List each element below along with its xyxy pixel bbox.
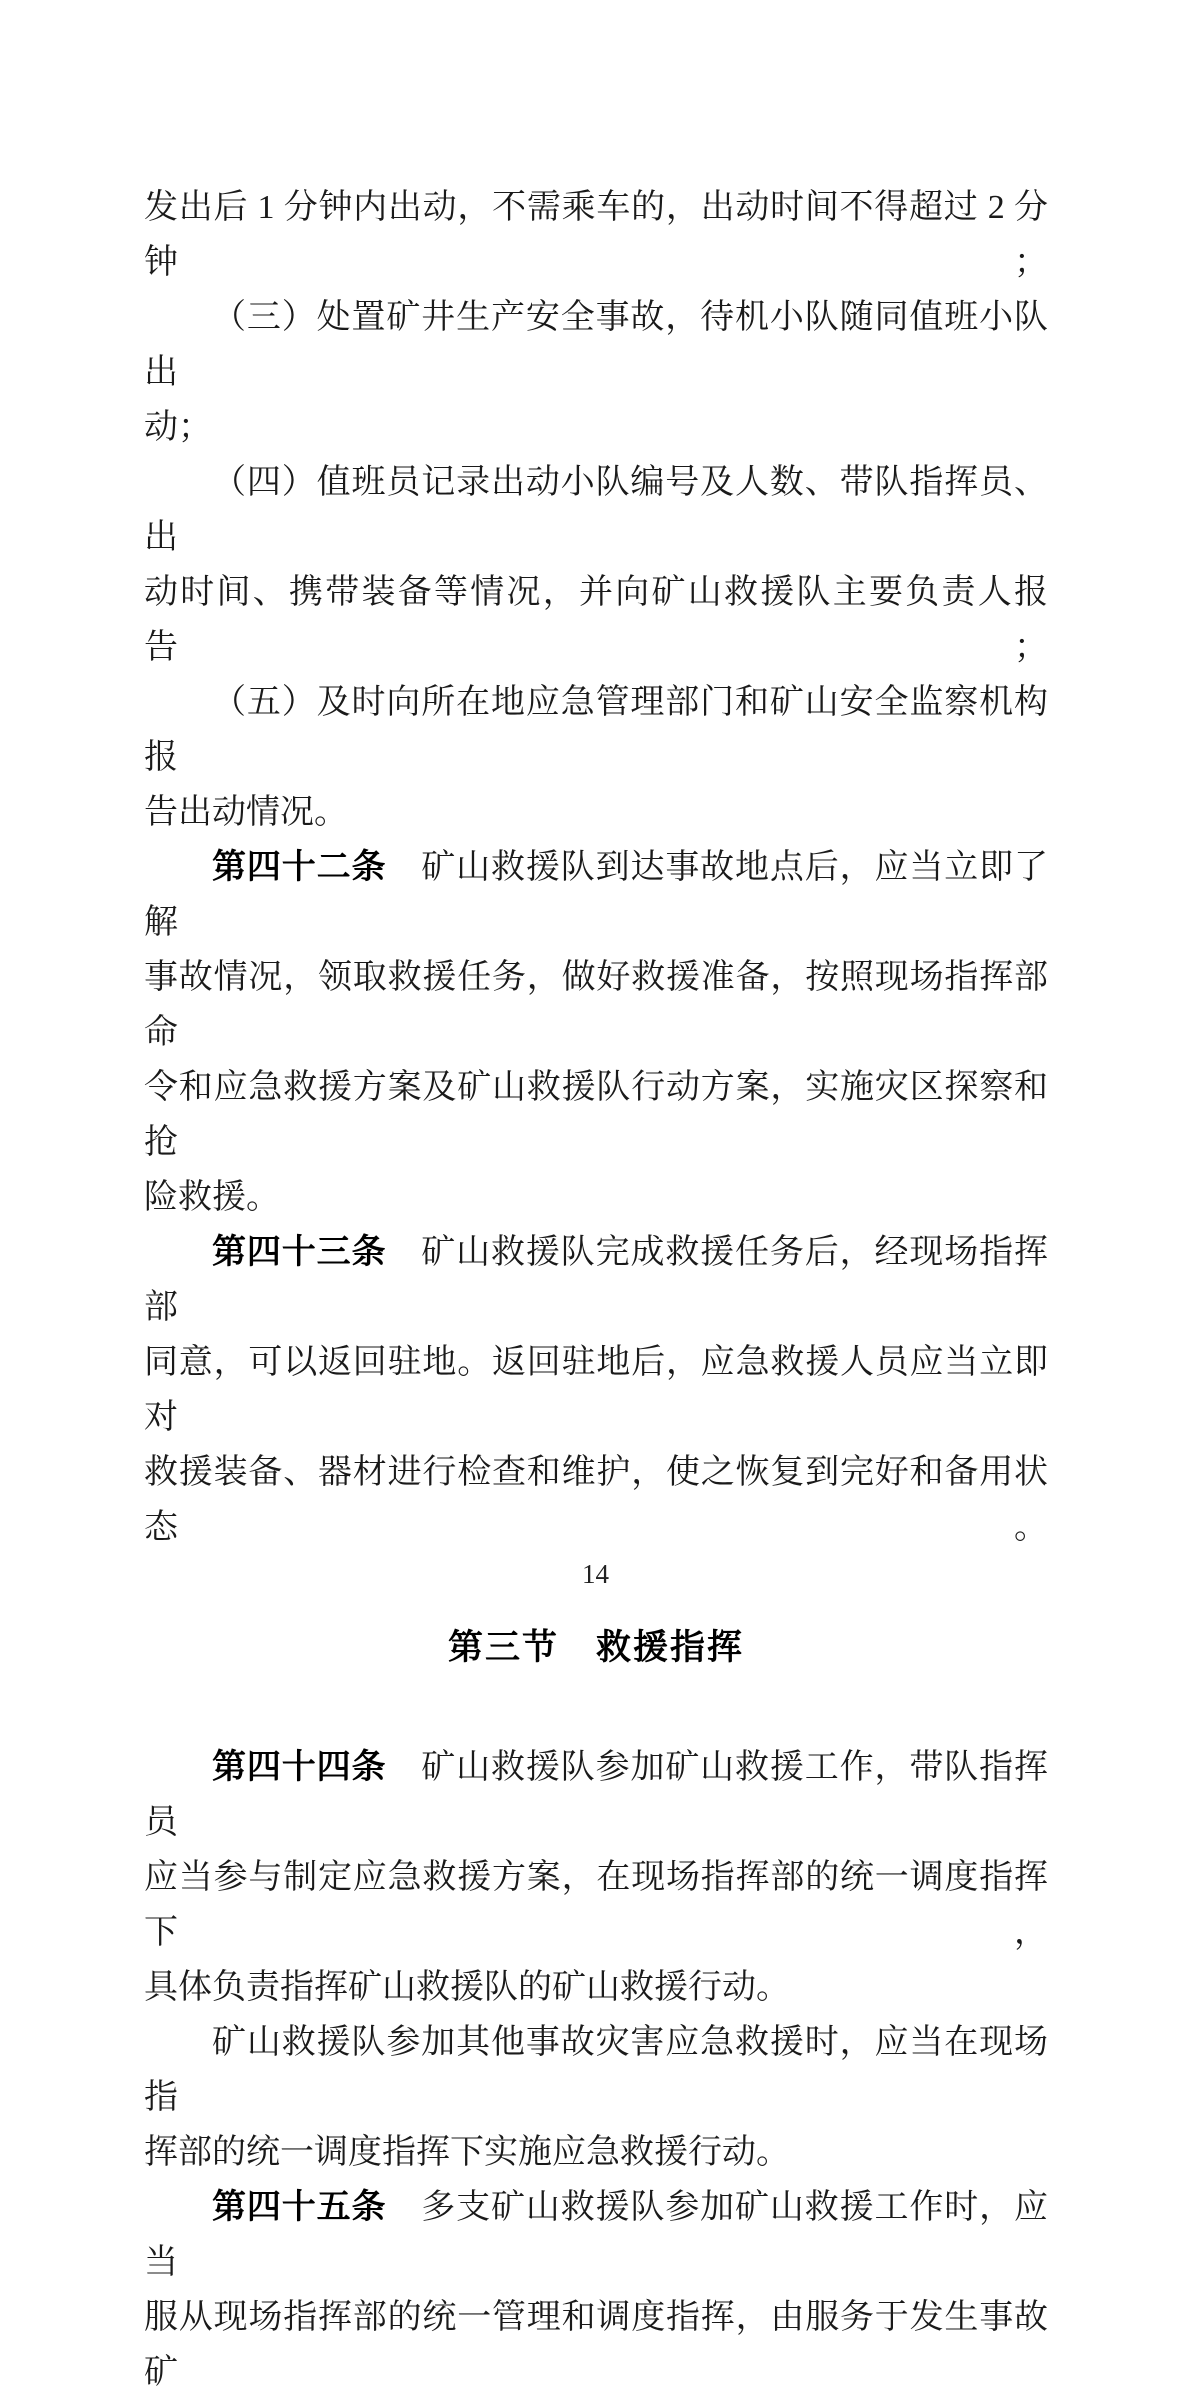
text-line: （三）处置矿井生产安全事故，待机小队随同值班小队出: [144, 299, 1048, 391]
text-line: [144, 840, 1048, 950]
article-number: 第四十四条: [212, 1748, 387, 1786]
document-body: [144, 180, 1048, 2400]
text-line: （五）及时向所在地应急管理部门和矿山安全监察机构报: [144, 684, 1048, 776]
text-line: 矿山救援队参加其他事故灾害应急救援时，应当在现场指: [144, 2024, 1048, 2116]
article-number: 第四十五条: [212, 2188, 387, 2226]
article-text: 矿山救援队完成救援任务后，经现场指挥部: [144, 1234, 1049, 1326]
section-heading: 第三节 救援指挥: [447, 1628, 744, 1667]
text-line: （四）值班员记录出动小队编号及人数、带队指挥员、出: [144, 464, 1048, 556]
text-line: [144, 1225, 1048, 1335]
text-line: 令和应急救援方案及矿山救援队行动方案，实施灾区探察和抢: [144, 1069, 1048, 1161]
text-line: 事故情况，领取救援任务，做好救援准备，按照现场指挥部命: [144, 959, 1048, 1051]
text-line: 服从现场指挥部的统一管理和调度指挥，由服务于发生事故矿: [144, 2299, 1048, 2391]
page-number: 14: [582, 1559, 609, 1589]
text-line: 动时间、携带装备等情况，并向矿山救援队主要负责人报告；: [144, 574, 1048, 666]
text-line: [144, 2180, 1048, 2290]
text-line: 挥部的统一调度指挥下实施应急救援行动。: [144, 2134, 790, 2171]
text-line: [144, 1740, 1048, 1850]
text-line: 应当参与制定应急救援方案，在现场指挥部的统一调度指挥下，: [144, 1859, 1048, 1951]
text-line: 发出后 1 分钟内出动，不需乘车的，出动时间不得超过 2 分钟；: [144, 189, 1048, 281]
text-line: 动；: [144, 409, 212, 446]
article-number: 第四十二条: [212, 848, 387, 886]
text-line: 险救援。: [144, 1179, 280, 1216]
text-line: 告出动情况。: [144, 794, 348, 831]
text-line: 救援装备、器材进行检查和维护，使之恢复到完好和备用状态。: [144, 1454, 1048, 1546]
article-number: 第四十三条: [212, 1233, 387, 1271]
article-text: 矿山救援队到达事故地点后，应当立即了解: [144, 849, 1049, 941]
article-text: 矿山救援队参加矿山救援工作，带队指挥员: [144, 1749, 1049, 1841]
text-line: 具体负责指挥矿山救援队的矿山救援行动。: [144, 1969, 790, 2006]
article-text: 多支矿山救援队参加矿山救援工作时，应当: [144, 2189, 1049, 2281]
text-line: 同意，可以返回驻地。返回驻地后，应急救援人员应当立即对: [144, 1344, 1048, 1436]
